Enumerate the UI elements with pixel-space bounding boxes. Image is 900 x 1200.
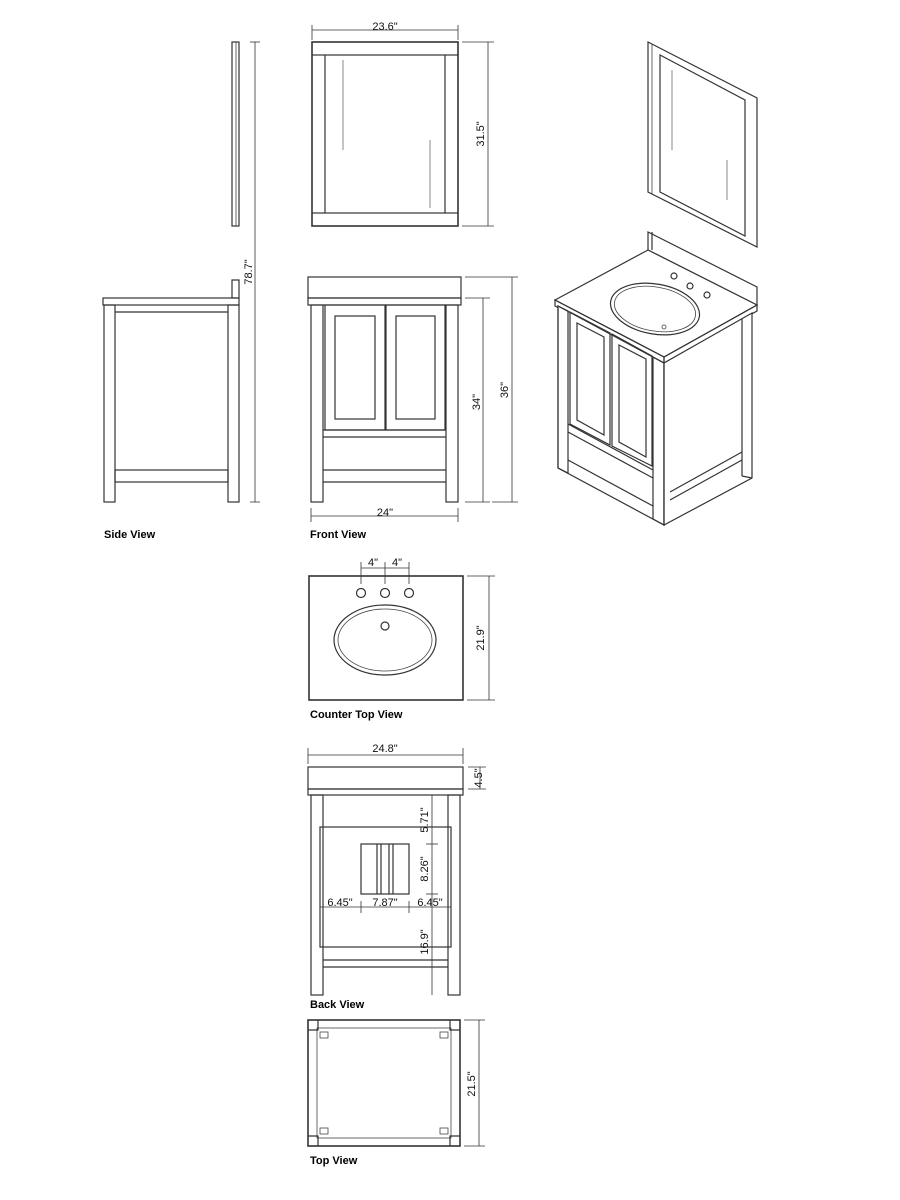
front-view-drawing (308, 277, 518, 522)
dim-back-opening-width: 7.87" (372, 897, 398, 909)
label-top-view: Top View (310, 1155, 358, 1167)
label-side-view: Side View (104, 529, 156, 541)
dim-overall-height: 78.7" (243, 259, 255, 285)
label-back-view: Back View (310, 999, 365, 1011)
mirror-front-drawing (312, 25, 494, 226)
dim-counter-depth: 21.9" (475, 625, 487, 651)
top-view-drawing (308, 1020, 485, 1146)
dim-back-top-gap: 5.71" (419, 807, 431, 833)
perspective-drawing (555, 42, 757, 525)
dim-back-opening-height: 8.26" (419, 856, 431, 882)
dim-back-left-margin: 6.45" (327, 897, 353, 909)
label-front-view: Front View (310, 529, 367, 541)
dim-faucet-left: 4" (367, 557, 379, 569)
dim-cabinet-height: 34" (471, 393, 483, 411)
dim-faucet-right: 4" (391, 557, 403, 569)
dim-back-width: 24.8" (372, 743, 398, 755)
dim-mirror-width: 23.6" (372, 21, 398, 33)
counter-top-view-drawing (309, 562, 495, 700)
dim-counter-height: 36" (499, 381, 511, 399)
side-view-drawing (103, 42, 260, 502)
dim-mirror-height: 31.5" (475, 121, 487, 147)
dim-cabinet-width: 24" (376, 507, 394, 519)
dim-backsplash-height: 4.5" (473, 768, 485, 788)
dim-back-right-margin: 6.45" (417, 897, 443, 909)
back-view-drawing (308, 748, 486, 995)
label-counter-top-view: Counter Top View (310, 709, 403, 721)
dim-back-bottom-height: 16.9" (419, 929, 431, 955)
dim-top-depth: 21.5" (466, 1071, 478, 1097)
